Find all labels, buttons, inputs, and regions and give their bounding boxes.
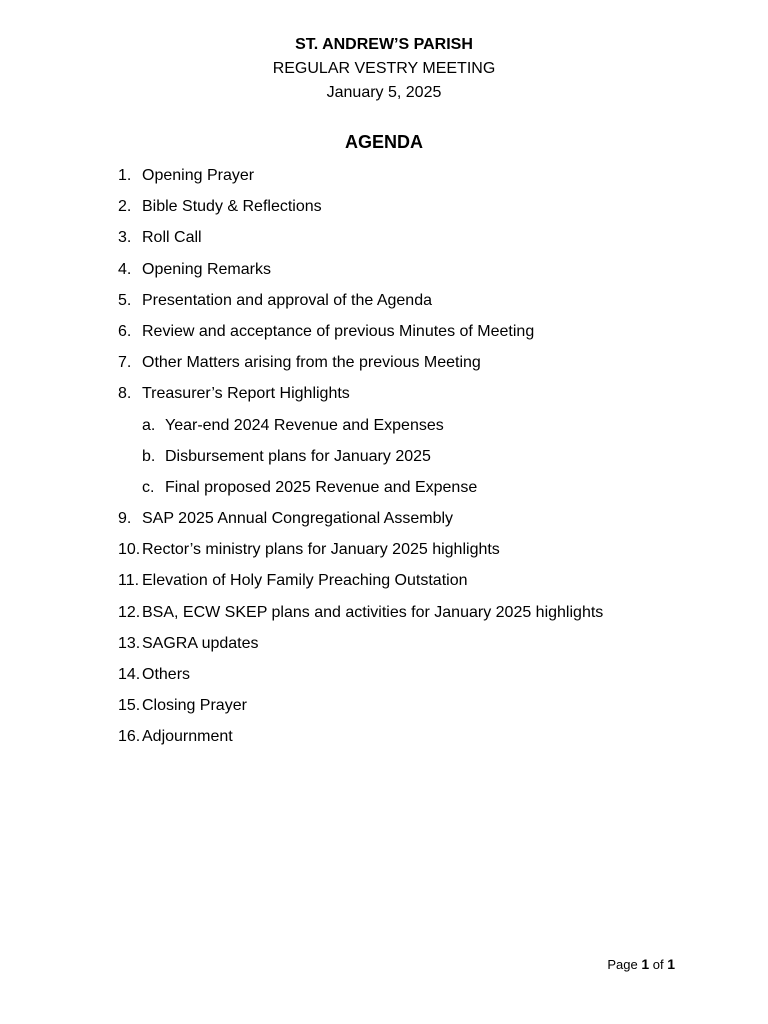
agenda-subitem [118,413,718,444]
current-page-number: 1 [641,956,650,972]
parish-name: ST. ANDREW’S PARISH [295,36,473,53]
agenda-item [118,631,718,662]
agenda-item-text: Elevation of Holy Family Preaching Outstation [142,572,468,590]
agenda-item-number: b. [142,447,156,465]
agenda-item-text: Disbursement plans for January 2025 [165,447,431,465]
agenda-item [118,693,718,724]
agenda-item [118,194,718,225]
agenda-item [118,319,718,350]
agenda-item-text: Bible Study & Reflections [142,198,322,216]
agenda-item [118,163,718,194]
agenda-item-text: Adjournment [142,728,233,746]
agenda-item-text: Presentation and approval of the Agenda [142,291,432,309]
agenda-subitem [118,475,718,506]
agenda-item-number: 1. [118,167,132,184]
agenda-item [118,600,718,631]
agenda-item-number: 16. [118,728,141,746]
agenda-item-number: 6. [118,322,132,340]
agenda-heading: AGENDA [344,132,423,152]
agenda-item-number: 13. [118,634,141,652]
agenda-item-number: 7. [118,354,132,372]
agenda-item-number: c. [142,478,155,496]
total-pages-number: 1 [667,956,675,972]
agenda-item-text: Review and acceptance of previous Minutes of Meeting [142,322,535,340]
agenda-item-number: 15. [118,697,141,715]
agenda-item-text: Opening Remarks [142,260,271,278]
agenda-item [118,257,718,288]
agenda-item-text: Opening Prayer [142,167,255,184]
meeting-date: January 5, 2025 [326,84,442,101]
agenda-item-text: Final proposed 2025 Revenue and Expense [165,478,478,496]
agenda-item [118,225,718,256]
meeting-title: REGULAR VESTRY MEETING [272,60,496,77]
agenda-item [118,506,718,537]
agenda-item-number: 2. [118,198,132,216]
agenda-subitem [118,444,718,475]
page-word: Page [607,957,638,972]
agenda-item-number: 12. [118,603,141,621]
agenda-item [118,537,718,568]
document-header [0,33,768,105]
agenda-item-text: Other Matters arising from the previous Meeting [142,354,481,372]
agenda-item-number: 11. [118,572,140,590]
agenda-item [118,724,718,755]
agenda-item [118,662,718,693]
agenda-item-number: 3. [118,229,132,247]
agenda-item-text: BSA, ECW SKEP plans and activities for January 2025 highlights [142,603,604,621]
agenda-item-text: Rector’s ministry plans for January 2025 highlights [142,541,500,559]
agenda-item-text: SAGRA updates [142,634,259,652]
agenda-item-number: 10. [118,541,141,559]
agenda-item-text: Others [142,666,191,683]
agenda-item-number: 4. [118,260,132,278]
agenda-item [118,288,718,319]
agenda-item-text: Roll Call [142,229,202,247]
agenda-item [118,350,718,381]
agenda-item [118,381,718,412]
agenda-item [118,568,718,599]
agenda-item-text: Year-end 2024 Revenue and Expenses [165,416,444,434]
agenda-list [118,163,718,756]
agenda-item-number: a. [142,416,156,434]
agenda-item-text: SAP 2025 Annual Congregational Assembly [142,510,454,528]
agenda-item-text: Closing Prayer [142,697,247,715]
agenda-item-number: 9. [118,510,132,528]
agenda-item-number: 5. [118,291,132,309]
page-number-footer [607,954,675,975]
agenda-item-number: 14. [118,666,141,683]
agenda-item-text: Treasurer’s Report Highlights [142,385,350,403]
agenda-item-number: 8. [118,385,132,403]
of-word: of [652,957,664,972]
